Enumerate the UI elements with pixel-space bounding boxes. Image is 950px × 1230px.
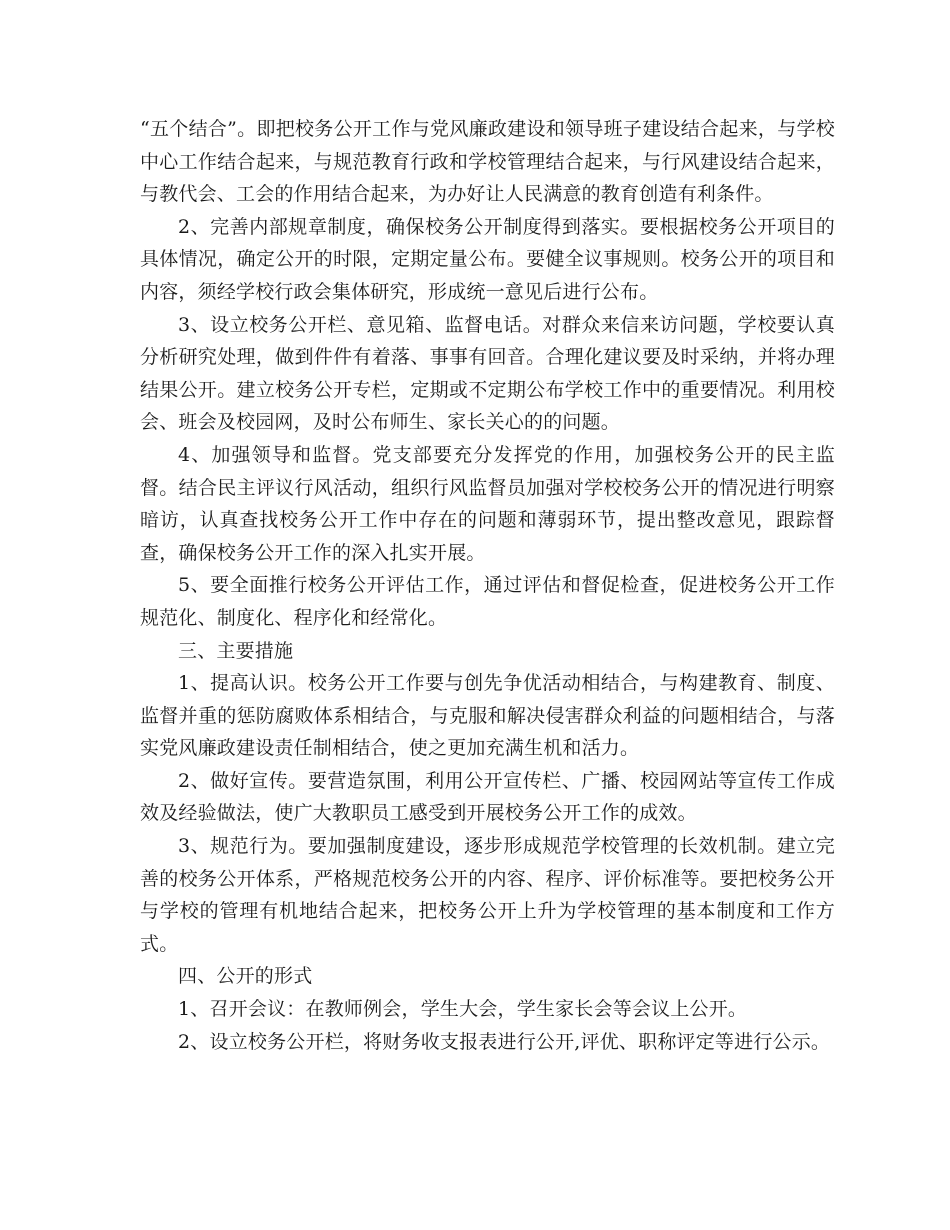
paragraph-form-2-bulletin-board: 2、设立校务公开栏，将财务收支报表进行公开,评优、职称评定等进行公示。: [178, 1030, 831, 1053]
paragraph-measure-1-awareness: 1、提高认识。校务公开工作要与创先争优活动相结合，与构建教育、制度、监督并重的惩防腐败体系相结合，与克服和解决侵害群众利益的问题相结合，与落实党风廉政建设责任制相结合，使之更加充满生机和活力。: [140, 672, 835, 760]
paragraph-item-3-bulletin: 3、设立校务公开栏、意见箱、监督电话。对群众来信来访问题，学校要认真分析研究处理，做到件件有着落、事事有回音。合理化建议要及时采纳，并将办理结果公开。建立校务公开专栏，定期或不定期公布学校工作中的重要情况。利用校会、班会及校园网，及时公布师生、家长关心的的问题。: [140, 313, 835, 434]
paragraph-measure-2-publicity: 2、做好宣传。要营造氛围，利用公开宣传栏、广播、校园网站等宣传工作成效及经验做法，使广大教职员工感受到开展校务公开工作的成效。: [140, 769, 835, 825]
paragraph-measure-3-standards: 3、规范行为。要加强制度建设，逐步形成规范学校管理的长效机制。建立完善的校务公开体系，严格规范校务公开的内容、程序、评价标准等。要把校务公开与学校的管理有机地结合起来，把校务公开上升为学校管理的基本制度和工作方式。: [140, 835, 835, 955]
paragraph-item-2-rules: 2、完善内部规章制度，确保校务公开制度得到落实。要根据校务公开项目的具体情况，确定公开的时限，定期定量公布。要健全议事规则。校务公开的项目和内容，须经学校行政会集体研究，形成统一意见后进行公布。: [140, 215, 835, 303]
section-heading-forms: 四、公开的形式: [178, 965, 313, 988]
document-body: [140, 113, 835, 1058]
paragraph-form-1-meetings: 1、召开会议：在教师例会，学生大会，学生家长会等会议上公开。: [178, 998, 748, 1021]
section-heading-measures: 三、主要措施: [178, 639, 294, 662]
paragraph-five-combinations: “五个结合”。即把校务公开工作与党风廉政建设和领导班子建设结合起来，与学校中心工作结合起来，与规范教育行政和学校管理结合起来，与行风建设结合起来，与教代会、工会的作用结合起来，为办好让人民满意的教育创造有利条件。: [140, 118, 835, 206]
paragraph-item-5-evaluation: 5、要全面推行校务公开评估工作，通过评估和督促检查，促进校务公开工作规范化、制度化、程序化和经常化。: [140, 574, 835, 629]
paragraph-item-4-supervision: 4、加强领导和监督。党支部要充分发挥党的作用，加强校务公开的民主监督。结合民主评议行风活动，组织行风监督员加强对学校校务公开的情况进行明察暗访，认真查找校务公开工作中存在的问题和薄弱环节，提出整改意见，跟踪督查，确保校务公开工作的深入扎实开展。: [140, 443, 835, 564]
